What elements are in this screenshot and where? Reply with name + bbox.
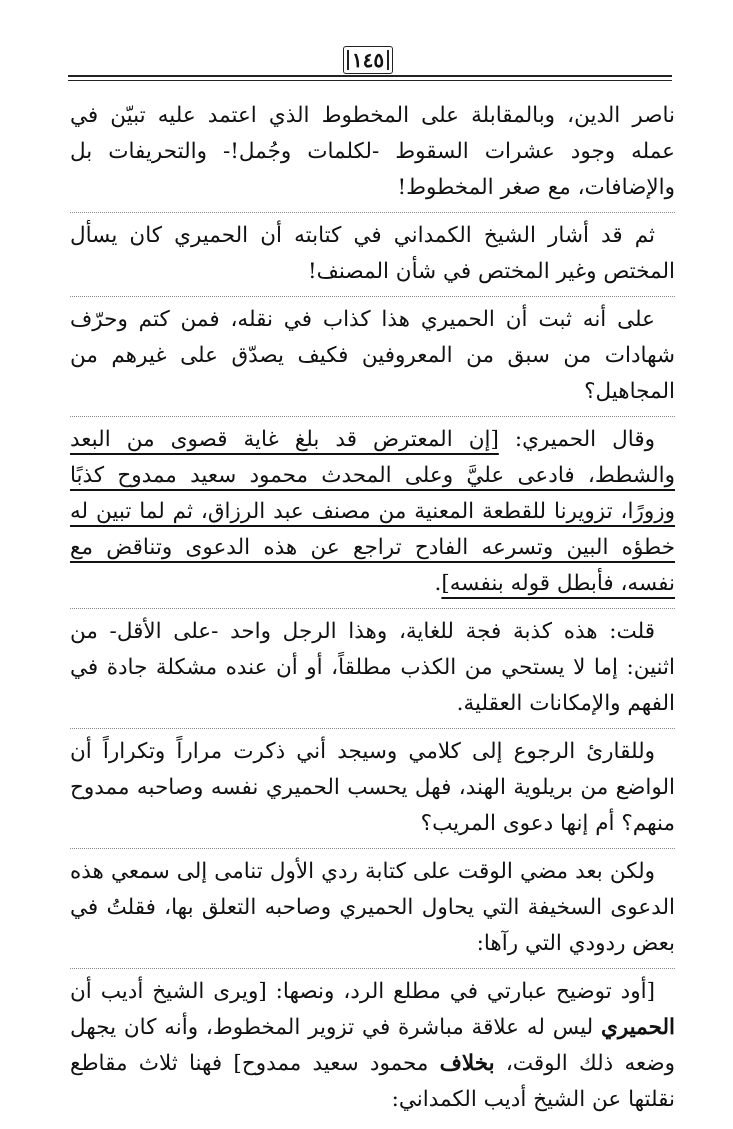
paragraph-5 (70, 614, 675, 729)
paragraph-1 (70, 98, 675, 213)
page-number-text: ١٤٥ (351, 48, 385, 72)
paragraph-5-text: قلت: هذه كذبة فجة للغاية، وهذا الرجل واحد -على الأقل- من اثنين: إما لا يستحي من الكذب مطلقاً، أو أن عنده مشكلة جادة في الفهم والإمكانات العقلية. (70, 619, 675, 716)
paragraph-7-text: ولكن بعد مضي الوقت على كتابة ردي الأول تنامى إلى سمعي هذه الدعوى السخيفة التي يحاول الحميري وصاحبه التعلق بها، فقلتُ في بعض ردودي التي رآها: (70, 859, 675, 956)
header-rule-thick (68, 75, 672, 77)
paragraph-8-bold-himyari: الحميري (600, 1015, 675, 1040)
paragraph-8-part-c: ليس له علاقة مباشرة في تزوير المخطوط، وأنه كان يجهل وضعه ذلك الوقت، (70, 1015, 675, 1076)
paragraph-8-part-a: [أود توضيح عبارتي في مطلع الرد، ونصها: [ويرى الشيخ أديب أن (70, 979, 655, 1004)
paragraph-4 (70, 422, 675, 609)
paragraph-2 (70, 218, 675, 297)
page-number (343, 46, 393, 74)
body-text (70, 98, 675, 1129)
paragraph-4-intro: وقال الحميري: (498, 427, 655, 452)
paragraph-3 (70, 302, 675, 417)
header-rule-thin (68, 80, 672, 81)
paragraph-6 (70, 734, 675, 849)
paragraph-8 (70, 974, 675, 1124)
paragraph-2-text: ثم قد أشار الشيخ الكمداني في كتابته أن الحميري كان يسأل المختص وغير المختص في شأن المصنف! (70, 223, 675, 284)
paragraph-4-end: . (434, 571, 442, 596)
paragraph-8-bold-khilaf: بخلاف (439, 1051, 495, 1076)
paragraph-8-part-e: محمود سعيد ممدوح] فهنا ثلاث مقاطع نقلتها عن الشيخ أديب الكمداني: (70, 1051, 675, 1112)
underlined-quote: [إن المعترض قد بلغ غاية قصوى من البعد والشطط، فادعى عليَّ وعلى المحدث محمود سعيد ممدوح كذبًا وزورًا، تزويرنا للقطعة المعنية من مصنف عبد الرزاق، ثم لما تبين له خطؤه البين وتسرعه الفادح تراجع عن هذه الدعوى وتناقض مع نفسه، فأبطل قوله بنفسه] (70, 427, 675, 596)
paragraph-3-text: على أنه ثبت أن الحميري هذا كذاب في نقله، فمن كتم وحرّف شهادات من سبق من المعروفين فكيف يصدّق على غيرهم من المجاهيل؟ (70, 307, 675, 404)
paragraph-7 (70, 854, 675, 969)
paragraph-6-text: وللقارئ الرجوع إلى كلامي وسيجد أني ذكرت مراراً وتكراراً أن الواضع من بريلوية الهند، فهل يحسب الحميري نفسه وصاحبه ممدوح منهم؟ أم إنها دعوى المريب؟ (70, 739, 675, 836)
paragraph-1-text: ناصر الدين، وبالمقابلة على المخطوط الذي اعتمد عليه تبيّن في عمله وجود عشرات السقوط -لكلمات وجُمل!- والتحريفات بل والإضافات، مع صغر المخطوط! (70, 103, 675, 200)
